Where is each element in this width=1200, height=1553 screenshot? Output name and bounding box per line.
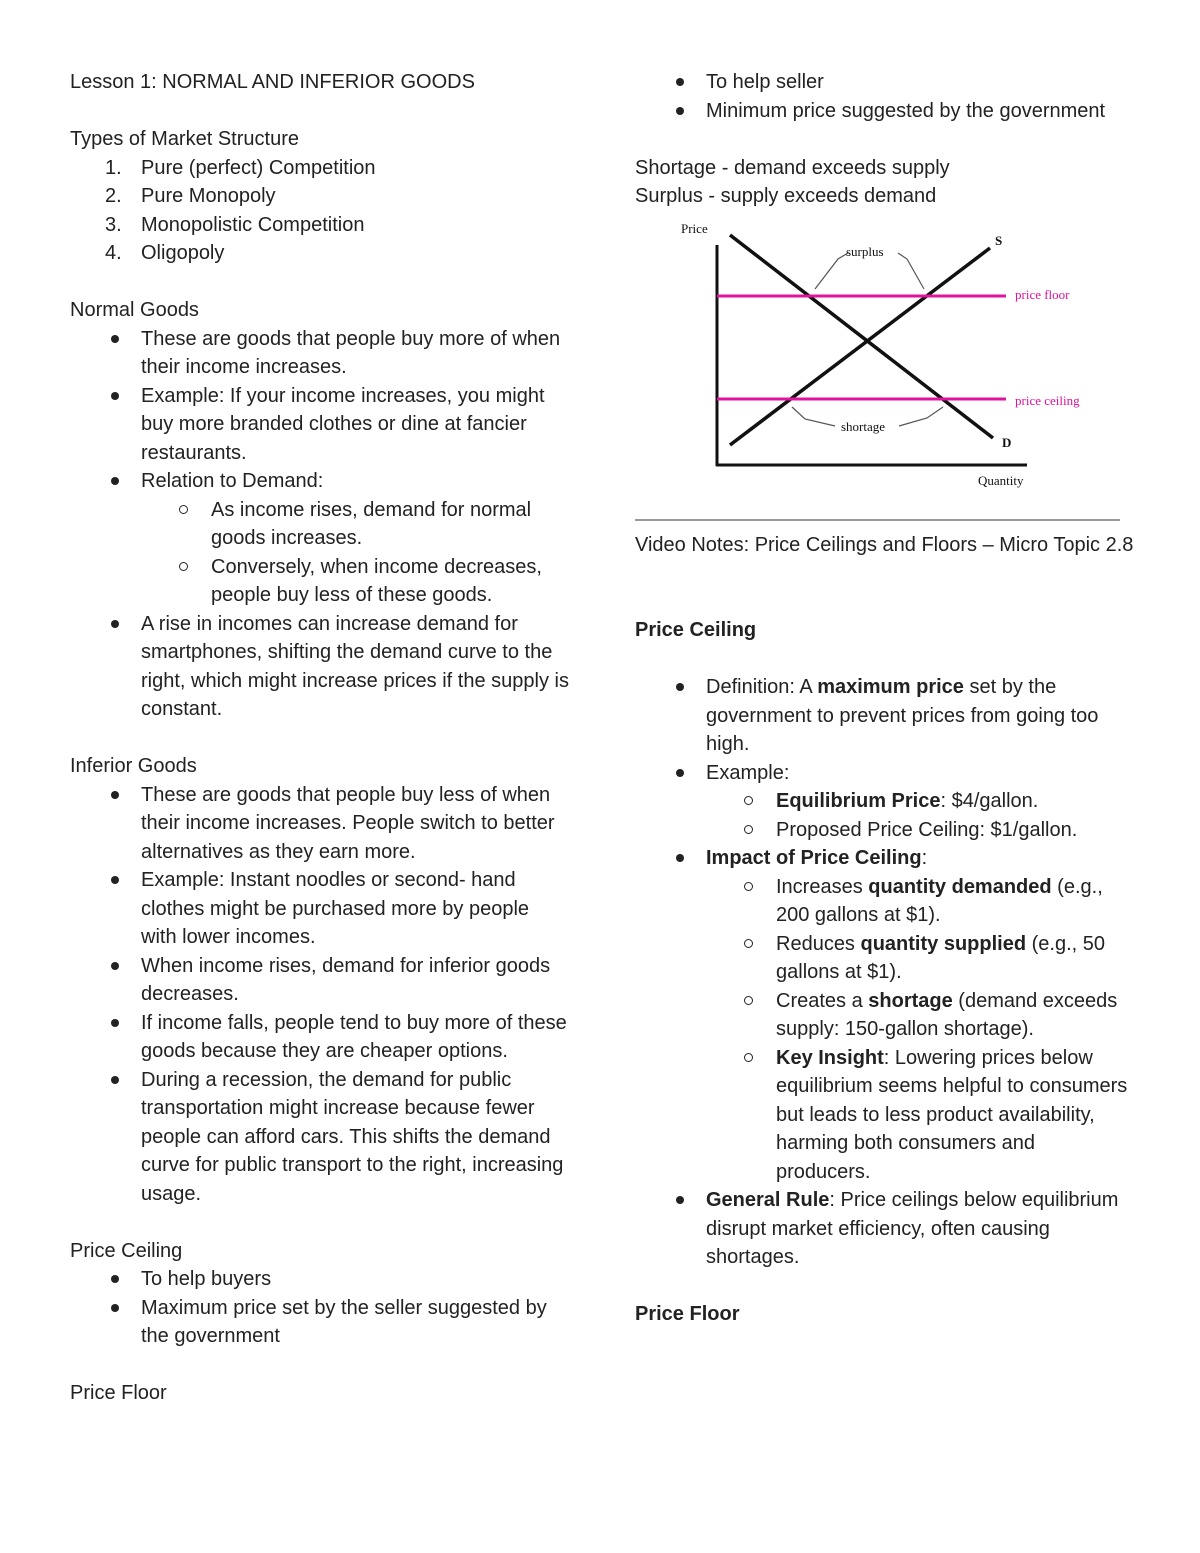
shortage-definition: Shortage - demand exceeds supply	[635, 156, 950, 179]
market-structure-heading: Types of Market Structure	[70, 128, 299, 150]
list-item: Increases quantity demanded (e.g., 200 gallons at $1).	[706, 873, 1135, 930]
price-floor-label: price floor	[1015, 286, 1070, 302]
relation-sublist	[141, 496, 570, 610]
list-item: Example: Instant noodles or second- hand clothes might be purchased more by people with lower incomes.	[70, 866, 570, 952]
list-item: Conversely, when income decreases, people buy less of these goods.	[141, 553, 570, 610]
surplus-definition: Surplus - supply exceeds demand	[635, 185, 937, 207]
price-ceiling-heading: Price Ceiling	[70, 1239, 183, 1262]
list-item: 2. Pure Monopoly	[105, 185, 276, 207]
surplus-label: surplus	[846, 243, 884, 259]
list-item: As income rises, demand for normal goods increases.	[141, 496, 570, 553]
list-item: Example: If your income increases, you might buy more branded clothes or dine at fancier restaurants.	[70, 382, 570, 468]
list-item: These are goods that people buy more of when their income increases.	[70, 325, 570, 382]
shortage-label: shortage	[841, 418, 886, 434]
list-item: Equilibrium Price: $4/gallon.	[706, 787, 1135, 816]
price-floor-section-heading: Price Floor	[635, 1303, 740, 1325]
price-ceiling-label: price ceiling	[1015, 392, 1080, 408]
shortage-brace	[792, 407, 835, 426]
list-item: Creates a shortage (demand exceeds supply: 150-gallon shortage).	[706, 987, 1135, 1044]
list-item: If income falls, people tend to buy more of these goods because they are cheaper options.	[70, 1009, 570, 1066]
inferior-goods-list	[70, 781, 570, 1209]
example-sublist	[706, 787, 1135, 844]
list-item: Reduces quantity supplied (e.g., 50 gallons at $1).	[706, 930, 1135, 987]
list-item: During a recession, the demand for public transportation might increase because fewer people can afford cars. This shifts the demand curve for public transport to the right, increasing usage.	[70, 1066, 570, 1209]
list-item: To help buyers	[70, 1265, 570, 1294]
price-control-diagram	[635, 223, 1095, 505]
list-item: 3. Monopolistic Competition	[105, 213, 365, 236]
list-item: Example: Equilibrium Price: $4/gallon. Proposed Price Ceiling: $1/gallon.	[635, 759, 1135, 845]
list-item: A rise in incomes can increase demand for smartphones, shifting the demand curve to the right, which might increase prices if the supply is constant.	[70, 610, 570, 724]
impact-sublist	[706, 873, 1135, 1187]
list-item: Key Insight: Lowering prices below equilibrium seems helpful to consumers but leads to less product availability, harming both consumers and producers.	[706, 1044, 1135, 1187]
normal-goods-heading: Normal Goods	[70, 299, 199, 321]
price-floor-heading: Price Floor	[70, 1382, 167, 1404]
video-notes-title: Video Notes: Price Ceilings and Floors – Micro Topic 2.8	[635, 533, 1134, 556]
list-item: When income rises, demand for inferior goods decreases.	[70, 952, 570, 1009]
left-column	[70, 68, 570, 1408]
list-item: 4. Oligopoly	[105, 242, 225, 264]
price-ceiling-list	[70, 1265, 570, 1351]
list-item: To help seller	[635, 68, 1135, 97]
price-floor-list	[635, 68, 1135, 125]
price-axis-label: Price	[681, 222, 708, 236]
list-item: 1. Pure (perfect) Competition	[105, 156, 376, 179]
right-column	[635, 68, 1135, 1329]
shortage-brace-right	[899, 407, 943, 426]
list-item: General Rule: Price ceilings below equilibrium disrupt market efficiency, often causing shortages.	[635, 1186, 1135, 1272]
normal-goods-list	[70, 325, 570, 724]
surplus-brace	[815, 253, 848, 289]
supply-curve	[730, 248, 990, 445]
list-item: Minimum price suggested by the government	[635, 97, 1135, 126]
demand-curve	[730, 235, 993, 438]
demand-label: D	[1002, 434, 1012, 450]
surplus-brace-right	[898, 253, 924, 289]
quantity-axis-label: Quantity	[978, 472, 1024, 488]
list-item: These are goods that people buy less of when their income increases. People switch to better alternatives as they earn more.	[70, 781, 570, 867]
market-structure-list	[70, 154, 570, 268]
supply-label: S	[995, 232, 1003, 248]
list-item: Definition: A maximum price set by the government to prevent prices from going too high.	[635, 673, 1135, 759]
list-item: Proposed Price Ceiling: $1/gallon.	[706, 816, 1135, 845]
inferior-goods-heading: Inferior Goods	[70, 755, 197, 777]
price-ceiling-section-heading: Price Ceiling	[635, 619, 757, 641]
list-item: Maximum price set by the seller suggested by the government	[70, 1294, 570, 1351]
price-ceiling-notes-list	[635, 673, 1135, 1272]
lesson-title: Lesson 1: NORMAL AND INFERIOR GOODS	[70, 71, 475, 93]
list-item: Relation to Demand: As income rises, demand for normal goods increases. Conversely, when income decreases, people buy less of these goods.	[70, 467, 570, 610]
list-item: Impact of Price Ceiling: Increases quantity demanded (e.g., 200 gallons at $1). Reduces quantity supplied (e.g., 50 gallons at $1). Creates a shortage (demand exceeds supply: 150-gallon shortage). Key Insight: Lowering prices below equilibrium seems helpful to consumers but leads to less product availability, harming both consumers and producers.	[635, 844, 1135, 1186]
